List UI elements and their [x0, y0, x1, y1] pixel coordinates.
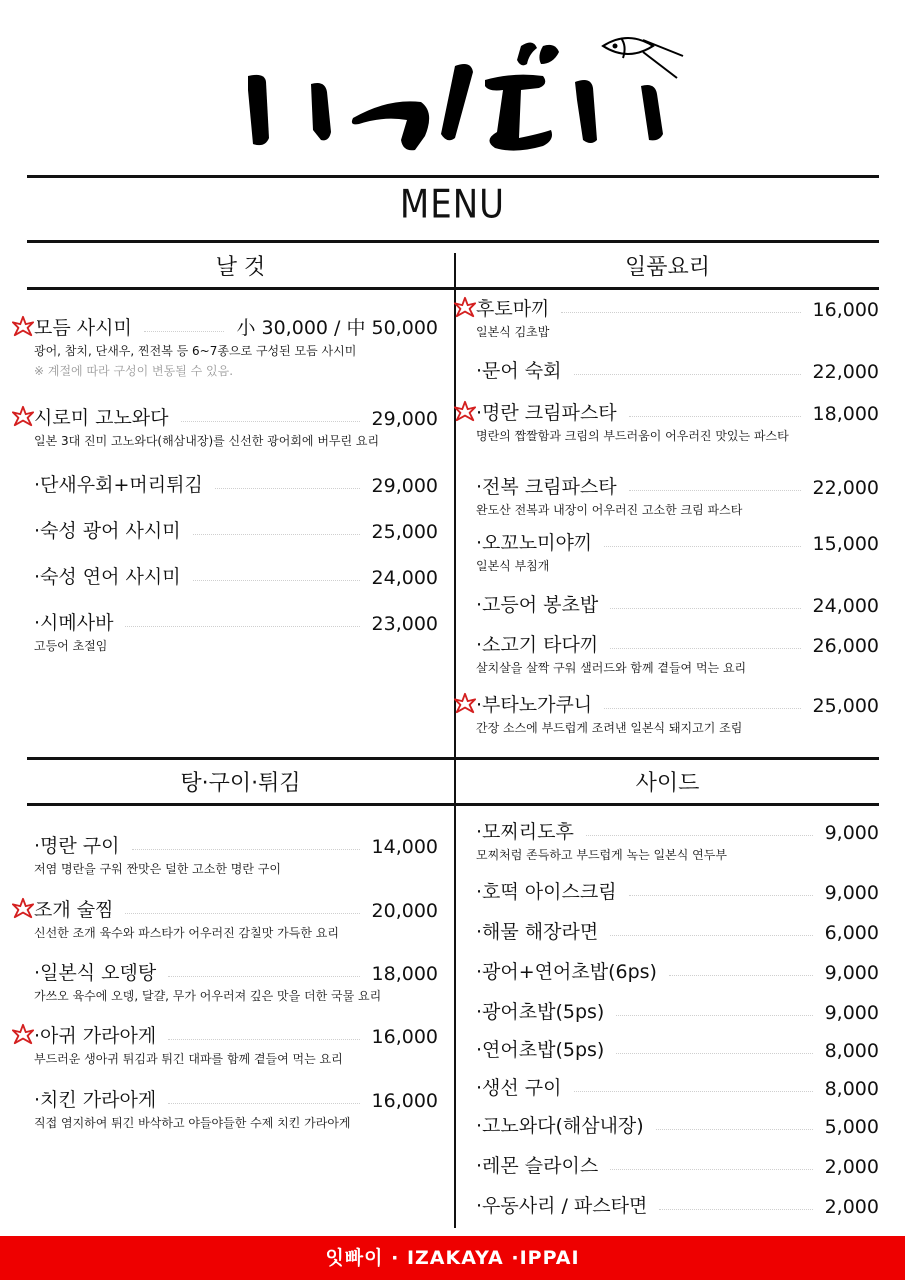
item-price: 15,000	[812, 533, 879, 555]
leader-dots	[125, 913, 359, 914]
menu-item	[476, 355, 879, 383]
menu-item	[34, 830, 438, 877]
item-name: ·명란 크림파스타	[476, 402, 617, 424]
item-price: 25,000	[371, 521, 438, 543]
item-name: ·단새우회+머리튀김	[34, 474, 203, 496]
item-name: ·치킨 가라아게	[34, 1089, 157, 1111]
item-price: 29,000	[371, 408, 438, 430]
item-price: 18,000	[812, 403, 879, 425]
item-price: 8,000	[824, 1040, 879, 1062]
leader-dots	[604, 546, 800, 547]
item-name: ·호떡 아이스크림	[476, 881, 617, 903]
item-name: ·고등어 봉초밥	[476, 594, 599, 616]
item-name: ·명란 구이	[34, 835, 120, 857]
footer-banner: 잇빠이 · IZAKAYA ·IPPAI	[0, 1236, 905, 1280]
item-name: 조개 술찜	[34, 899, 114, 921]
item-price: 23,000	[371, 613, 438, 635]
item-name: ·고노와다(해삼내장)	[476, 1115, 644, 1137]
leader-dots	[610, 1169, 812, 1170]
item-description: 가쓰오 육수에 오뎅, 달걀, 무가 어우러져 깊은 맛을 더한 국물 요리	[34, 989, 382, 1003]
item-description: 일본 3대 진미 고노와다(해삼내장)를 신선한 광어회에 버무린 요리	[34, 434, 380, 448]
leader-dots	[669, 975, 813, 976]
item-description: 부드러운 생아귀 튀김과 튀긴 대파를 함께 곁들여 먹는 요리	[34, 1052, 343, 1066]
star-icon	[12, 405, 34, 427]
leader-dots	[659, 1209, 812, 1210]
menu-item	[476, 629, 879, 676]
item-price: 26,000	[812, 635, 879, 657]
item-price: 2,000	[824, 1156, 879, 1178]
leader-dots	[616, 1053, 812, 1054]
leader-dots	[629, 416, 801, 417]
menu-item	[476, 916, 879, 944]
item-name: ·일본식 오뎅탕	[34, 962, 157, 984]
leader-dots	[193, 534, 360, 535]
item-name: ·우동사리 / 파스타면	[476, 1195, 648, 1217]
leader-dots	[193, 580, 360, 581]
menu-item	[476, 876, 879, 904]
leader-dots	[215, 488, 360, 489]
section-title-raw: 날 것	[215, 255, 266, 280]
item-price: 24,000	[371, 567, 438, 589]
menu-item	[476, 397, 879, 444]
item-price: 22,000	[812, 361, 879, 383]
menu-item	[34, 1084, 438, 1131]
leader-dots	[629, 895, 813, 896]
star-icon	[12, 1023, 34, 1045]
item-description: 일본식 김초밥	[476, 325, 550, 339]
item-price: 9,000	[824, 962, 879, 984]
item-name: ·광어초밥(5ps)	[476, 1001, 605, 1023]
item-price: 16,000	[371, 1026, 438, 1048]
item-price: 9,000	[824, 822, 879, 844]
item-name: ·전복 크림파스타	[476, 476, 617, 498]
item-price: 小 30,000 / 中 50,000	[236, 317, 438, 339]
menu-item	[476, 1150, 879, 1178]
item-price: 2,000	[824, 1196, 879, 1218]
menu-item	[476, 293, 879, 340]
leader-dots	[561, 312, 800, 313]
menu-item	[476, 589, 879, 617]
item-description: 저염 명란을 구워 짠맛은 덜한 고소한 명란 구이	[34, 862, 281, 876]
leader-dots	[125, 626, 359, 627]
item-name: ·소고기 타다끼	[476, 634, 599, 656]
item-price: 9,000	[824, 1002, 879, 1024]
item-description: 명란의 짭짤함과 크림의 부드러움이 어우러진 맛있는 파스타	[476, 429, 789, 443]
menu-item	[476, 1110, 879, 1138]
item-name: ·레몬 슬라이스	[476, 1155, 599, 1177]
item-description: 고등어 초절임	[34, 639, 108, 653]
item-price: 6,000	[824, 922, 879, 944]
menu-item	[34, 1020, 438, 1067]
divider-section-mid	[27, 757, 879, 760]
item-description: 신선한 조개 육수와 파스타가 어우러진 감칠맛 가득한 요리	[34, 926, 339, 940]
menu-item	[476, 816, 879, 863]
leader-dots	[168, 976, 359, 977]
leader-dots	[168, 1039, 359, 1040]
leader-dots	[610, 648, 800, 649]
item-price: 8,000	[824, 1078, 879, 1100]
menu-item	[34, 894, 438, 941]
item-name: ·숙성 연어 사시미	[34, 566, 181, 588]
item-price: 16,000	[812, 299, 879, 321]
item-price: 29,000	[371, 475, 438, 497]
brand-logo	[0, 20, 905, 170]
menu-item	[476, 1034, 879, 1062]
leader-dots	[629, 490, 801, 491]
menu-item	[476, 996, 879, 1024]
leader-dots	[604, 708, 800, 709]
item-price: 22,000	[812, 477, 879, 499]
item-description: 완도산 전복과 내장이 어우러진 고소한 크림 파스타	[476, 503, 743, 517]
leader-dots	[586, 835, 813, 836]
menu-item	[34, 469, 438, 497]
item-price: 5,000	[824, 1116, 879, 1138]
divider-section-top	[27, 287, 879, 290]
item-name: ·부타노가쿠니	[476, 694, 593, 716]
item-price: 24,000	[812, 595, 879, 617]
item-name: ·광어+연어초밥(6ps)	[476, 961, 657, 983]
menu-item	[476, 527, 879, 574]
item-description: 살치살을 살짝 구워 샐러드와 함께 곁들여 먹는 요리	[476, 661, 747, 675]
item-name: ·오꼬노미야끼	[476, 532, 593, 554]
leader-dots	[144, 331, 225, 332]
item-name: 시로미 고노와다	[34, 407, 169, 429]
section-title-ala-carte: 일품요리	[624, 255, 710, 280]
item-note: ※ 계절에 따라 구성이 변동될 수 있음.	[34, 364, 234, 378]
ippai-logo-icon	[203, 20, 703, 170]
item-name: ·해물 해장라면	[476, 921, 599, 943]
item-price: 20,000	[371, 900, 438, 922]
item-name: ·아귀 가라아게	[34, 1025, 157, 1047]
leader-dots	[574, 1091, 813, 1092]
item-description: 직접 염지하여 튀긴 바삭하고 야들야들한 수제 치킨 가라아게	[34, 1116, 351, 1130]
divider-top	[27, 175, 879, 178]
leader-dots	[168, 1103, 359, 1104]
menu-item	[34, 957, 438, 1004]
divider-menu	[27, 240, 879, 243]
star-icon	[454, 692, 476, 714]
leader-dots	[656, 1129, 813, 1130]
item-name: ·연어초밥(5ps)	[476, 1039, 605, 1061]
item-name: ·문어 숙회	[476, 360, 562, 382]
leader-dots	[574, 374, 801, 375]
leader-dots	[132, 849, 360, 850]
star-icon	[12, 315, 34, 337]
item-price: 9,000	[824, 882, 879, 904]
item-description: 간장 소스에 부드럽게 조려낸 일본식 돼지고기 조림	[476, 721, 743, 735]
item-price: 14,000	[371, 836, 438, 858]
menu-item	[34, 515, 438, 543]
divider-section-mid-2	[27, 803, 879, 806]
menu-item	[476, 956, 879, 984]
leader-dots	[610, 608, 800, 609]
leader-dots	[616, 1015, 812, 1016]
item-name: ·모찌리도후	[476, 821, 574, 843]
leader-dots	[181, 421, 360, 422]
menu-title: MENU	[399, 182, 506, 228]
menu-item	[476, 471, 879, 518]
star-icon	[454, 400, 476, 422]
menu-item	[476, 1190, 879, 1218]
item-price: 16,000	[371, 1090, 438, 1112]
item-name: 후토마끼	[476, 298, 550, 320]
star-icon	[454, 296, 476, 318]
item-description: 일본식 부침개	[476, 559, 550, 573]
section-title-soup-grill-fry: 탕·구이·튀김	[180, 771, 301, 796]
item-name: ·생선 구이	[476, 1077, 562, 1099]
menu-item	[34, 312, 438, 379]
menu-item	[34, 402, 438, 449]
item-name: ·숙성 광어 사시미	[34, 520, 181, 542]
menu-item	[34, 561, 438, 589]
star-icon	[12, 897, 34, 919]
section-title-side: 사이드	[635, 771, 700, 796]
item-name: ·시메사바	[34, 612, 114, 634]
leader-dots	[610, 935, 812, 936]
menu-item	[34, 607, 438, 654]
item-price: 18,000	[371, 963, 438, 985]
item-price: 25,000	[812, 695, 879, 717]
item-name: 모듬 사시미	[34, 317, 132, 339]
item-description: 광어, 참치, 단새우, 찐전복 등 6~7종으로 구성된 모듬 사시미	[34, 344, 357, 358]
menu-item	[476, 689, 879, 736]
menu-item	[476, 1072, 879, 1100]
item-description: 모찌처럼 존득하고 부드럽게 녹는 일본식 연두부	[476, 848, 727, 862]
